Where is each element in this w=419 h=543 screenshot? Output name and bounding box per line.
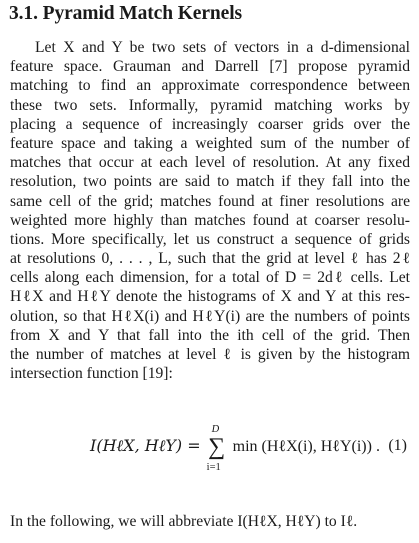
equation-block [0,420,419,482]
paragraph-line: same cell of the grid; matches found at finer resolutions are [10,192,410,210]
section-heading [9,2,409,26]
paragraph-line: intersection function [19]: [10,365,173,383]
paragraph-line: tions. More specifically, let us construct a sequence of grids [10,230,410,248]
sum-lower-limit: i=1 [206,462,221,474]
paragraph-line: from X and Y that fall into the ith cell of the grid. Then [10,326,410,344]
following-sentence: In the following, we will abbreviate I(HℓX, HℓY) to Iℓ. [10,513,358,530]
summation-symbol [206,424,227,474]
sigma-icon: ∑ [208,434,226,461]
equation-number: (1) [388,437,407,454]
equation-lhs: I(HℓX, HℓY) = [90,436,201,455]
paragraph-line: matching to find an approximate correspondence between [10,77,410,95]
equation-rhs: min (HℓX(i), HℓY(i)) . [232,438,380,455]
paragraph-line: resolution, two points are said to match if they fall into the [10,173,410,191]
paragraph-line: at resolutions 0, . . . , L, such that the grid at level ℓ has 2ℓ [10,250,410,268]
paragraph-line: matches that occur at each level of resolution. At any fixed [10,154,410,172]
section-number: 3.1. [9,3,38,24]
equation-expression [90,424,380,474]
paragraph-line: HℓX and HℓY denote the histograms of X and Y at this res- [10,288,410,306]
paragraph-line: these two sets. Informally, pyramid matching works by [10,96,410,114]
paragraph-line: weighted more highly than matches found at coarser resolu- [10,211,410,229]
paragraph-line: feature space and taking a weighted sum of the number of [10,134,410,152]
paragraph-line: Let X and Y be two sets of vectors in a d-dimensional [35,39,410,56]
paragraph-line: feature space. Grauman and Darrell [7] propose pyramid [10,58,410,76]
paragraph-line: placing a sequence of increasingly coarser grids over the [10,115,410,133]
paragraph-line: the number of matches at level ℓ is given by the histogram [10,346,410,363]
paragraph-line: cells along each dimension, for a total of D = 2dℓ cells. Let [10,269,410,287]
section-title: Pyramid Match Kernels [42,3,242,24]
sum-upper-limit: D [211,424,220,436]
body-paragraph [10,38,410,383]
paragraph-line: olution, so that HℓX(i) and HℓY(i) are the numbers of points [10,307,410,325]
